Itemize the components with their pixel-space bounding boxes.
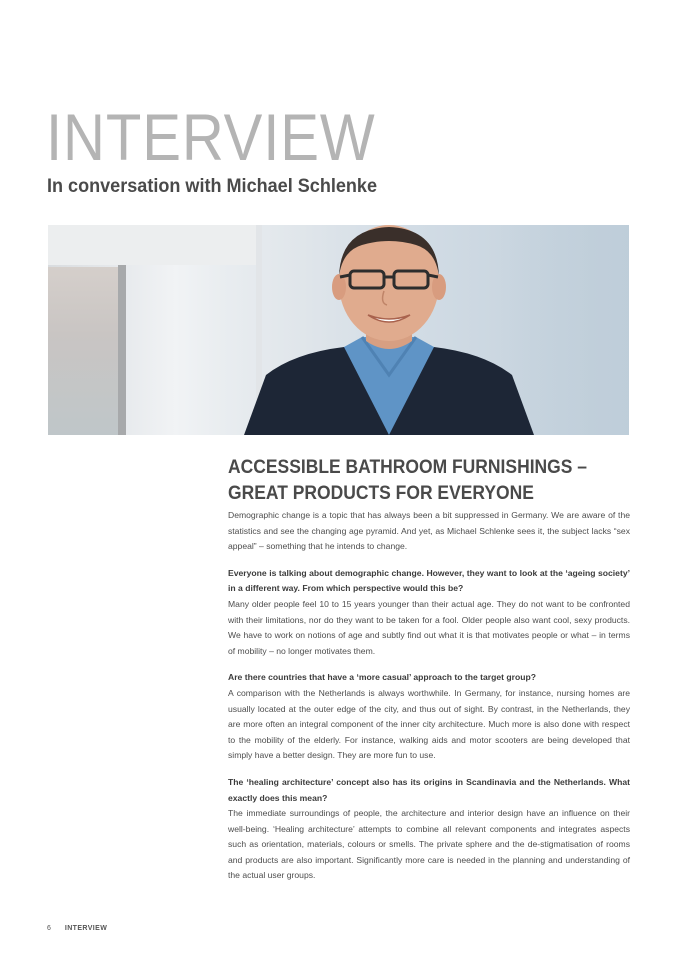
page-footer xyxy=(47,925,107,932)
interview-subtitle: In conversation with Michael Schlenke xyxy=(47,176,378,197)
article-body xyxy=(228,508,630,895)
qa-block xyxy=(228,566,630,660)
qa-block xyxy=(228,775,630,884)
article-title-line-2: GREAT PRODUCTS FOR EVERYONE xyxy=(228,483,534,504)
interview-answer: A comparison with the Netherlands is always worthwhile. In Germany, for instance, nursing homes are usually located at the outer edge of the city, and thus out of sight. By contrast, in the Netherlands, they are more often an integral component of the inner city architecture. Much more is also done with respect to the mobility of the elderly. For instance, walking aids and motor scooters are being developed that simply have a better design. They are more fun to use. xyxy=(228,687,630,761)
interview-answer: Many older people feel 10 to 15 years younger than their actual age. They do not want to be confronted with their limitations, nor do they want to be taken for a fool. Older people also want cool, sexy products. We have to work on notions of age and subtly find out what it is that motivates people or what – in terms of mobility – no longer motivates them. xyxy=(228,598,630,656)
photo-window xyxy=(48,267,118,435)
article-intro: Demographic change is a topic that has always been a bit suppressed in Germany. We are aware of the statistics and see the changing age pyramid. And yet, as Michael Schlenke sees it, the subject lacks “sex appeal” – something that he intends to change. xyxy=(228,510,630,552)
portrait-figure xyxy=(244,225,534,435)
page-number: 6 xyxy=(47,925,51,932)
qa-block xyxy=(228,670,630,764)
article-title xyxy=(228,455,596,507)
interview-question: Are there countries that have a ‘more casual’ approach to the target group? xyxy=(228,672,537,683)
article-title-line-1: ACCESSIBLE BATHROOM FURNISHINGS – xyxy=(228,457,588,478)
photo-ceiling xyxy=(48,225,258,265)
interview-question: Everyone is talking about demographic change. However, they want to look at the ‘ageing society’ in a different way. From which perspective would this be? xyxy=(228,567,630,594)
portrait-photo xyxy=(48,225,629,435)
interview-question: The ‘healing architecture’ concept also has its origins in Scandinavia and the Netherlands. What exactly does this mean? xyxy=(228,776,630,803)
section-title: INTERVIEW xyxy=(46,100,376,174)
photo-window-frame xyxy=(118,265,126,435)
footer-section-label: INTERVIEW xyxy=(64,925,108,932)
interview-answer: The immediate surroundings of people, the architecture and interior design have an influence on their well-being. ‘Healing architecture’ attempts to combine all relevant components and integrates aspects such as orientation, materials, colours or smells. The private sphere and the de-stigmatisation of rooms and products are also important. Significantly more care is needed in the planning and understanding of the actual user groups. xyxy=(228,808,630,881)
